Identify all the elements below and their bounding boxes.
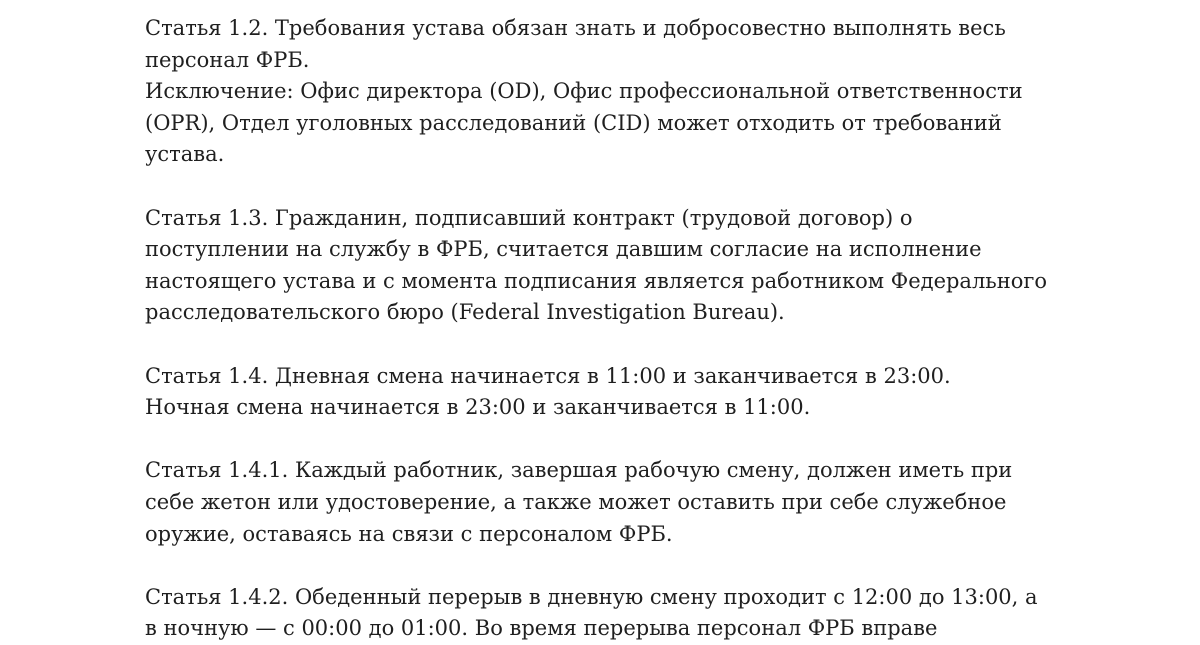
text-line: поступлении на службу в ФРБ, считается давшим согласие на исполнение — [145, 237, 982, 262]
paragraph-spacer — [145, 424, 1075, 456]
text-line: настоящего устава и с момента подписания является работником Федерального — [145, 268, 1048, 293]
text-line: (OPR), Отдел уголовных расследований (CID) может отходить от требований — [145, 110, 1002, 135]
text-line: себе жетон или удостоверение, а также может оставить при себе служебное — [145, 489, 1007, 514]
paragraph-spacer — [145, 171, 1075, 203]
text-line: персонал ФРБ. — [145, 47, 310, 72]
paragraph-spacer — [145, 329, 1075, 361]
text-line: Статья 1.4.1. Каждый работник, завершая рабочую смену, должен иметь при — [145, 458, 1013, 483]
article-1-4 — [145, 361, 1075, 424]
article-1-4-2 — [145, 582, 1075, 645]
text-line: Статья 1.3. Гражданин, подписавший контракт (трудовой договор) о — [145, 205, 913, 230]
text-line: устава. — [145, 142, 225, 167]
text-line: расследовательского бюро (Federal Investigation Bureau). — [145, 300, 785, 325]
paragraph-spacer — [145, 550, 1075, 582]
article-1-4-1 — [145, 455, 1075, 550]
text-line: Ночная смена начинается в 23:00 и заканчивается в 11:00. — [145, 395, 811, 420]
article-1-3 — [145, 203, 1075, 329]
text-line: Исключение: Офис директора (OD), Офис профессиональной ответственности — [145, 79, 1023, 104]
text-line: оружие, оставаясь на связи с персоналом ФРБ. — [145, 521, 673, 546]
text-line: Статья 1.4.2. Обеденный перерыв в дневную смену проходит с 12:00 до 13:00, а — [145, 584, 1038, 609]
text-line: Статья 1.4. Дневная смена начинается в 11:00 и заканчивается в 23:00. — [145, 363, 951, 388]
text-line: Статья 1.2. Требования устава обязан знать и добросовестно выполнять весь — [145, 16, 1006, 40]
article-1-2 — [145, 13, 1075, 171]
document-body — [145, 13, 1075, 645]
text-line: в ночную — с 00:00 до 01:00. Во время перерыва персонал ФРБ вправе — [145, 616, 938, 641]
